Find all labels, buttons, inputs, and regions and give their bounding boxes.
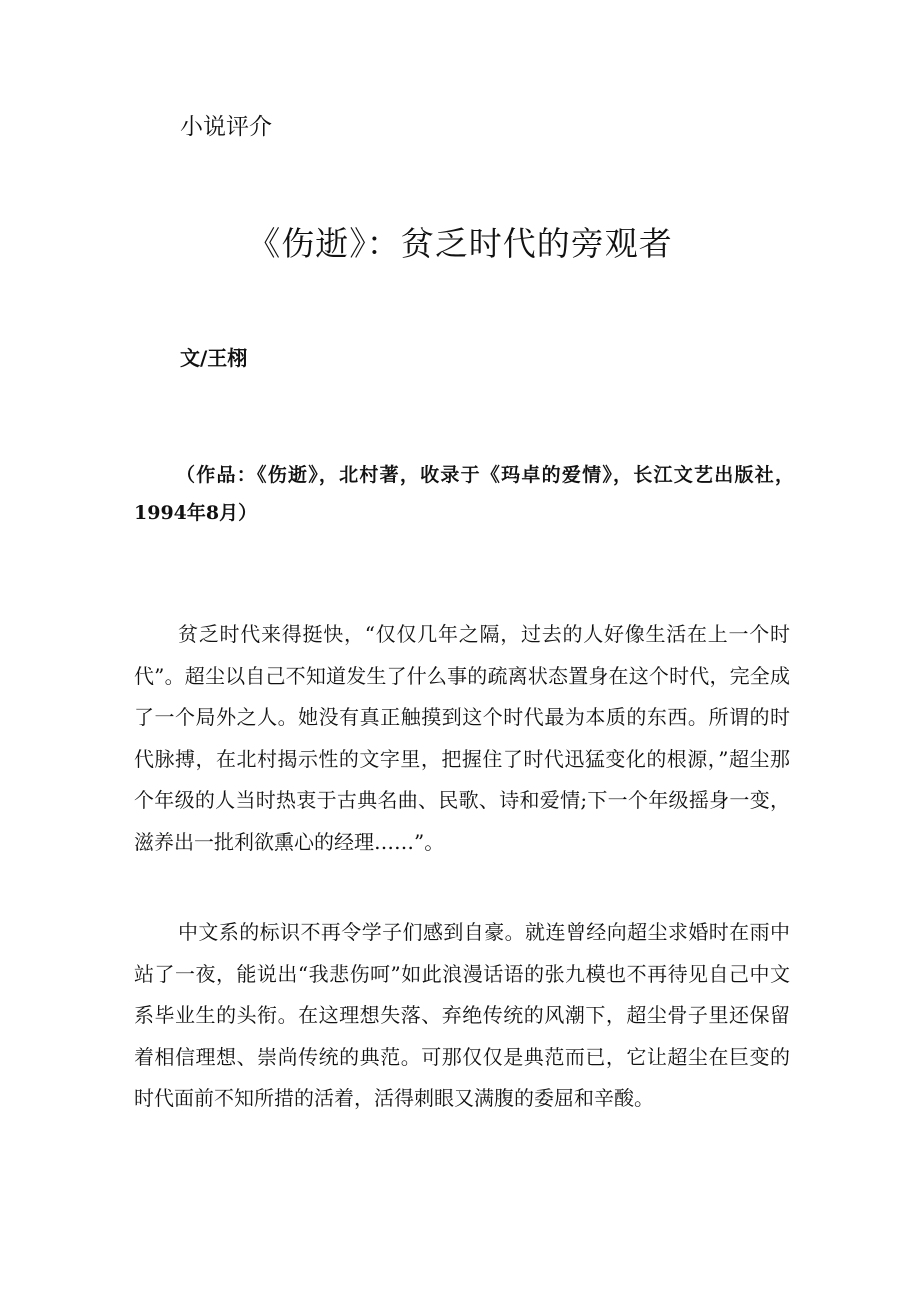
article-category: 小说评介 — [180, 114, 272, 140]
body-paragraph-2: 中文系的标识不再令学子们感到自豪。就连曾经向超尘求婚时在雨中站了一夜，能说出“我悲伤呵”如此浪漫话语的张九模也不再待见自己中文系毕业生的头衔。在这理想失落、弃绝传统的风潮下，超尘骨子里还保留着相信理想、崇尚传统的典范。可那仅仅是典范而已，它让超尘在巨变的时代面前不知所措的活着，活得刺眼又满腹的委屈和辛酸。 — [134, 920, 790, 1110]
article-title: 《伤逝》：贫乏时代的旁观者 — [247, 224, 673, 263]
body-paragraph-1: 贫乏时代来得挺快，“仅仅几年之隔，过去的人好像生活在上一个时代”。超尘以自己不知道发生了什么事的疏离状态置身在这个时代，完全成了一个局外之人。她没有真正触摸到这个时代最为本质的东西。所谓的时代脉搏，在北村揭示性的文字里，把握住了时代迅猛变化的根源，”超尘那个年级的人当时热衷于古典名曲、民歌、诗和爱情;下一个年级摇身一变，滋养出一批利欲熏心的经理……”。 — [134, 622, 790, 854]
source-citation: （作品：《伤逝》，北村著，收录于《玛卓的爱情》，长江文艺出版社，1994年8月） — [134, 464, 794, 524]
article-author: 文/王栩 — [180, 346, 248, 370]
